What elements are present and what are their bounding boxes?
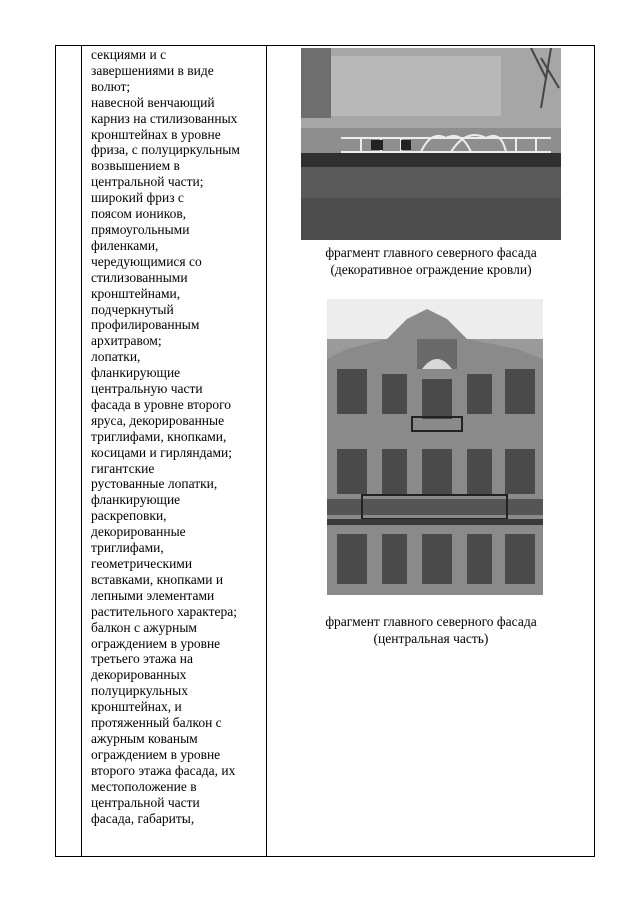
roof-railing-image bbox=[301, 48, 561, 240]
table-column-divider bbox=[266, 46, 267, 856]
figure-caption bbox=[266, 244, 596, 278]
figure-caption bbox=[266, 613, 596, 647]
description-text-column bbox=[91, 47, 264, 826]
caption-line: (центральная часть) bbox=[373, 631, 489, 646]
text-paragraph: гигантские рустованные лопатки, фланкирующие раскреповки, декорированные триглифами, геометрическими вставками, кнопками и лепными элементами растительного характера; bbox=[91, 460, 238, 619]
roof-railing-photo bbox=[301, 48, 561, 240]
caption-line: (декоративное ограждение кровли) bbox=[330, 262, 532, 277]
text-paragraph: балкон с ажурным ограждением в уровне третьего этажа на декорированных полуциркульных кронштейнах, и протяженный балкон с ажурным кованым ограждением в уровне второго этажа фасада, их местоположение в центральной части фасада, габариты, bbox=[91, 619, 236, 826]
text-paragraph: навесной венчающий карниз на стилизованных кронштейнах в уровне фриза, с полуциркульным возвышением в центральной части; bbox=[91, 94, 240, 190]
central-facade-photo bbox=[327, 299, 543, 595]
text-paragraph: секциями и с завершениями в виде волют; bbox=[91, 47, 214, 94]
caption-line: фрагмент главного северного фасада bbox=[325, 614, 537, 629]
central-facade-image bbox=[327, 299, 543, 595]
text-paragraph: лопатки, фланкирующие центральную части фасада в уровне второго яруса, декорированные триглифами, кнопками, косицами и гирляндами; bbox=[91, 349, 233, 460]
document-table bbox=[55, 45, 595, 857]
caption-line: фрагмент главного северного фасада bbox=[325, 245, 537, 260]
table-column-divider bbox=[81, 46, 82, 856]
text-paragraph: широкий фриз с поясом иоников, прямоугольными филенками, чередующимися со стилизованными кронштейнами, подчеркнутый профилированным архитравом; bbox=[91, 190, 202, 349]
